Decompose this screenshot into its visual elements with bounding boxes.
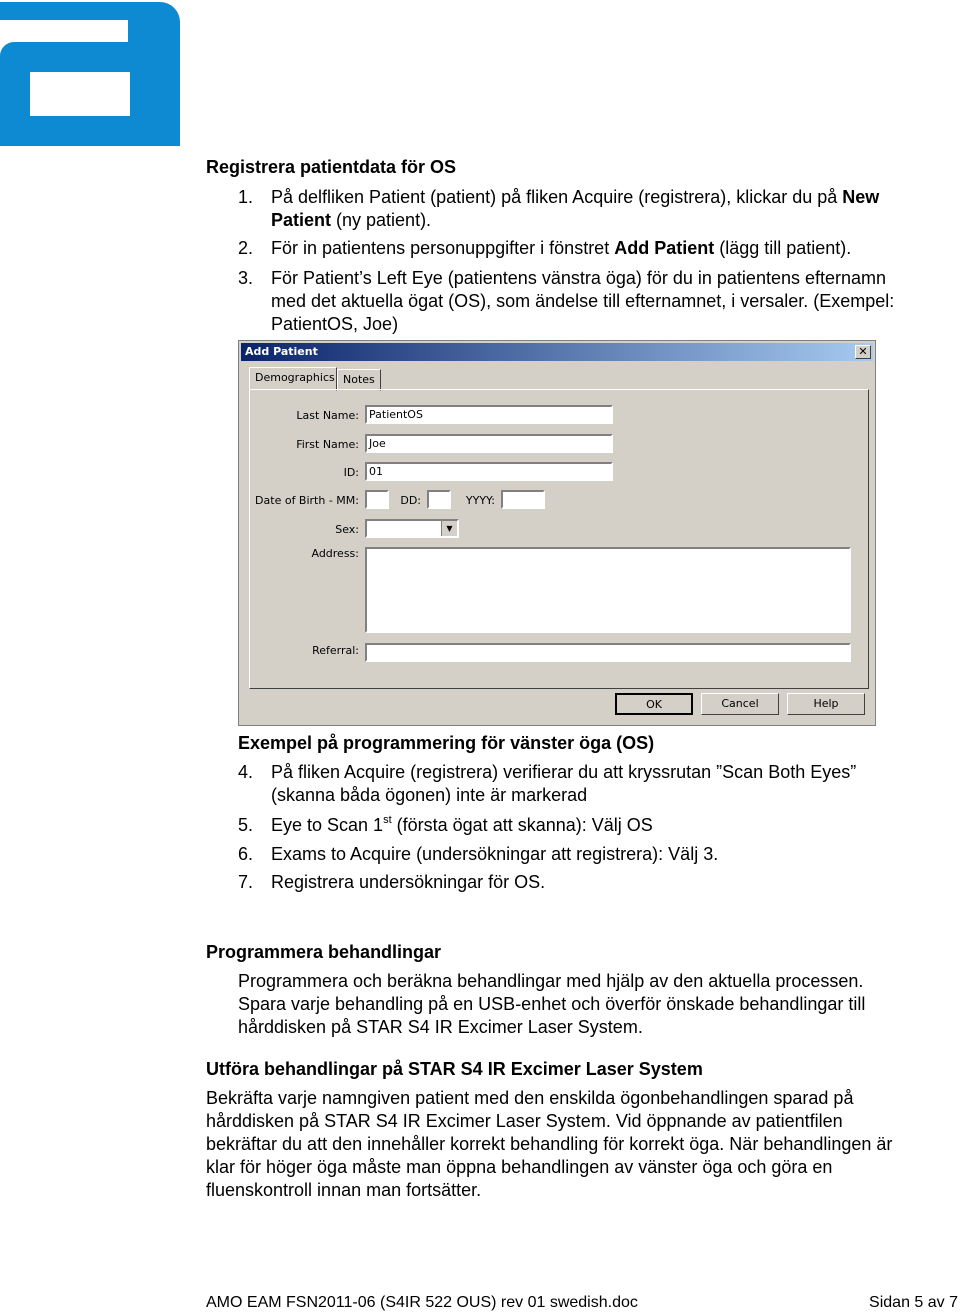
- add-patient-dialog: [238, 340, 876, 726]
- list-item: Exams to Acquire (undersökningar att registrera): Välj 3.: [271, 844, 719, 864]
- address-field[interactable]: [365, 547, 851, 633]
- abbott-logo-icon: [0, 0, 182, 146]
- dob-dd-label: DD:: [400, 494, 421, 507]
- referral-label: Referral:: [312, 644, 359, 657]
- list-number: 6.: [238, 844, 254, 864]
- list-item: Registrera undersökningar för OS.: [271, 872, 546, 892]
- first-name-field[interactable]: Joe: [365, 434, 613, 453]
- chevron-down-icon[interactable]: ▼: [441, 521, 457, 536]
- list-number: 1.: [238, 187, 254, 207]
- dob-mm-label: Date of Birth - MM:: [255, 494, 359, 507]
- list-number: 2.: [238, 238, 254, 258]
- dob-yyyy-label: YYYY:: [465, 494, 495, 507]
- tab-demographics[interactable]: Demographics: [249, 367, 337, 391]
- id-label: ID:: [343, 466, 359, 479]
- list-item-cont: PatientOS, Joe): [271, 314, 399, 334]
- last-name-field[interactable]: PatientOS: [365, 405, 613, 424]
- footer-page-number: Sidan 5 av 7: [869, 1294, 958, 1311]
- dialog-titlebar: [241, 343, 873, 361]
- paragraph-line: Spara varje behandling på en USB-enhet och överför önskade behandlingar till: [238, 994, 866, 1014]
- tab-notes[interactable]: Notes: [337, 369, 381, 391]
- paragraph-line: bekräftar du att den innehåller korrekt behandling för korrekt öga. När behandlingen är: [206, 1134, 893, 1154]
- paragraph-line: hårddisken på STAR S4 IR Excimer Laser System.: [238, 1017, 643, 1037]
- list-number: 4.: [238, 762, 254, 782]
- dob-dd-field[interactable]: [427, 490, 451, 509]
- cancel-button[interactable]: Cancel: [701, 693, 779, 715]
- list-item-cont: (skanna båda ögonen) inte är markerad: [271, 785, 588, 805]
- help-button[interactable]: Help: [787, 693, 865, 715]
- list-item: Eye to Scan 1st (första ögat att skanna): Välj OS: [271, 814, 653, 835]
- paragraph-line: Programmera och beräkna behandlingar med hjälp av den aktuella processen.: [238, 971, 864, 991]
- list-item-cont: Patient (ny patient).: [271, 210, 432, 230]
- footer-doc-name: AMO EAM FSN2011-06 (S4IR 522 OUS) rev 01 swedish.doc: [206, 1294, 638, 1311]
- paragraph-line: fluenskontroll innan man fortsätter.: [206, 1180, 482, 1200]
- sex-select[interactable]: [365, 519, 459, 538]
- list-number: 3.: [238, 268, 254, 288]
- figure-caption: Exempel på programmering för vänster öga (OS): [238, 733, 655, 753]
- address-label: Address:: [311, 547, 359, 560]
- dob-mm-field[interactable]: [365, 490, 389, 509]
- sex-label: Sex:: [335, 523, 359, 536]
- list-item: På fliken Acquire (registrera) verifierar du att kryssrutan ”Scan Both Eyes”: [271, 762, 857, 782]
- dob-yyyy-field[interactable]: [501, 490, 545, 509]
- list-item: För Patient’s Left Eye (patientens vänstra öga) för du in patientens efternamn: [271, 268, 887, 288]
- list-item: För in patientens personuppgifter i fönstret Add Patient (lägg till patient).: [271, 238, 852, 258]
- close-button[interactable]: ✕: [855, 345, 871, 359]
- section-heading: Registrera patientdata för OS: [206, 157, 457, 177]
- referral-field[interactable]: [365, 643, 851, 662]
- first-name-label: First Name:: [296, 438, 359, 451]
- section-heading: Programmera behandlingar: [206, 942, 442, 962]
- list-item-cont: med det aktuella ögat (OS), som ändelse till efternamnet, i versaler. (Exempel:: [271, 291, 895, 311]
- list-number: 5.: [238, 815, 254, 835]
- dialog-title: Add Patient: [245, 345, 318, 358]
- list-item: På delfliken Patient (patient) på fliken Acquire (registrera), klickar du på New: [271, 187, 880, 207]
- paragraph-line: Bekräfta varje namngiven patient med den enskilda ögonbehandlingen sparad på: [206, 1088, 854, 1108]
- last-name-label: Last Name:: [296, 409, 359, 422]
- id-field[interactable]: 01: [365, 462, 613, 481]
- ok-button[interactable]: OK: [615, 693, 693, 715]
- paragraph-line: hårddisken på STAR S4 IR Excimer Laser System. Vid öppnande av patientfilen: [206, 1111, 843, 1131]
- list-number: 7.: [238, 872, 254, 892]
- section-heading: Utföra behandlingar på STAR S4 IR Excimer Laser System: [206, 1059, 703, 1079]
- paragraph-line: klar för höger öga måste man öppna behandlingen av vänster öga och göra en: [206, 1157, 833, 1177]
